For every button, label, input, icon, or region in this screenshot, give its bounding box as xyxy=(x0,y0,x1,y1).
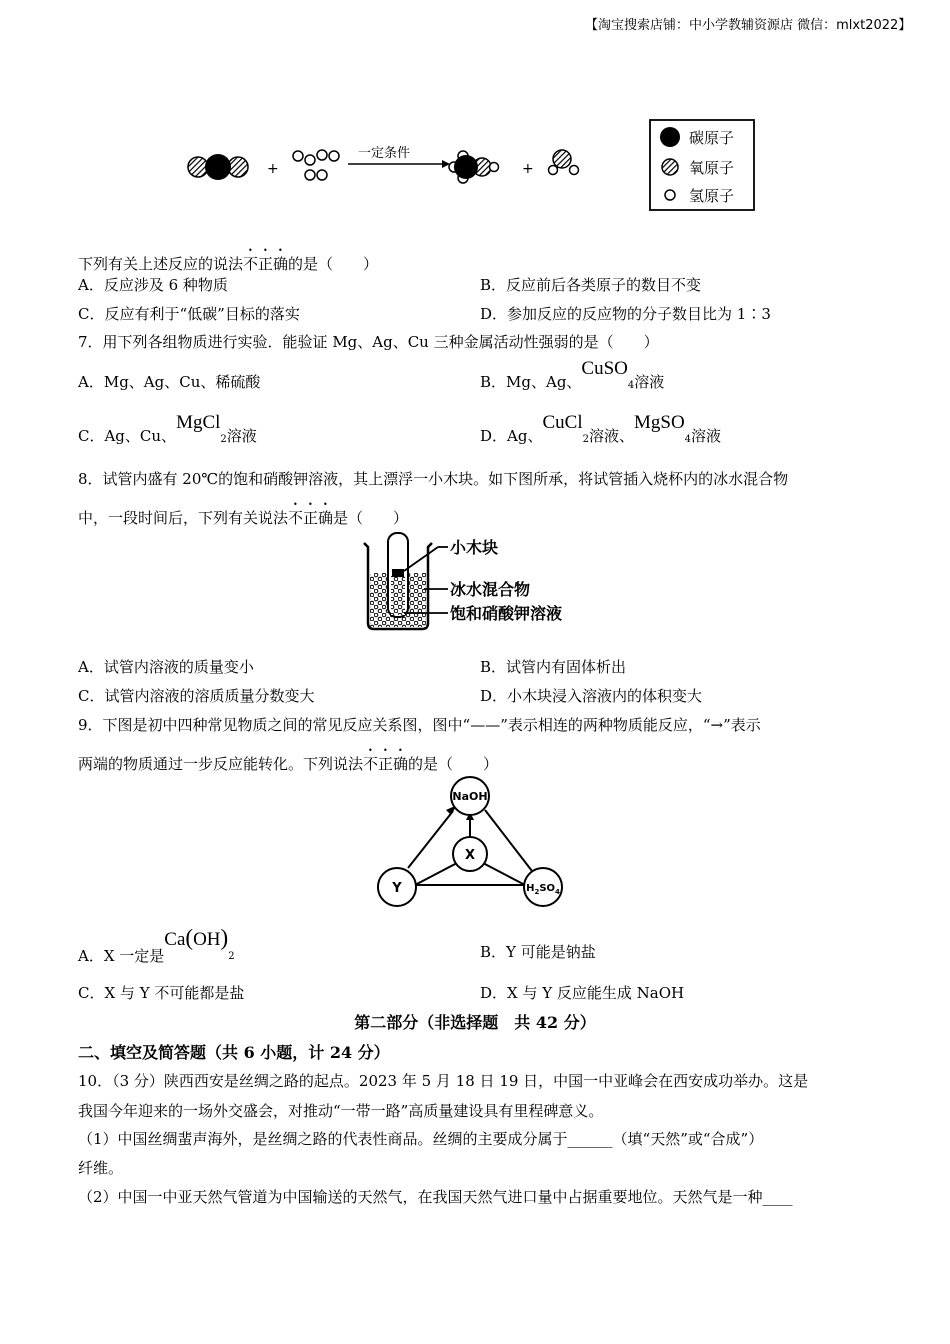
reaction-condition: 一定条件 xyxy=(358,146,411,161)
q9-option-a[interactable]: A．X 一定是$Ca(OH)_2$ xyxy=(78,925,235,965)
q8-stem-line1: 8．试管内盛有 20℃的饱和硝酸钾溶液，其上漂浮一小木块。如下图所承，将试管插入烧杯内的冰水混合物 xyxy=(78,470,789,488)
node-h2so4: $H_2SO_4$ xyxy=(526,883,560,896)
q8-option-b[interactable]: B．试管内有固体析出 xyxy=(480,658,627,676)
q6-stem: 下列有关上述反应的说法不正确的是（ ） xyxy=(78,255,379,273)
node-y: Y xyxy=(392,881,402,896)
label-solution: 饱和硝酸钾溶液 xyxy=(450,604,563,623)
q8-option-a[interactable]: A．试管内溶液的质量变小 xyxy=(78,658,254,676)
q8-option-c[interactable]: C．试管内溶液的溶质质量分数变大 xyxy=(78,687,315,705)
q6-option-b[interactable]: B．反应前后各类原子的数目不变 xyxy=(480,276,702,294)
q9-stem-line1: 9．下图是初中四种常见物质之间的常见反应关系图，图中“——”表示相连的两种物质能反应，“→”表示 xyxy=(78,716,761,734)
q6-option-c[interactable]: C．反应有利于“低碳”目标的落实 xyxy=(78,305,300,323)
legend-hydrogen: 氢原子 xyxy=(689,187,735,205)
q6-option-a[interactable]: A．反应涉及 6 种物质 xyxy=(78,276,228,294)
q10-line1: 10．（3 分）陕西西安是丝绸之路的起点。2023 年 5 月 18 日 19 日，中国一中亚峰会在西安成功举办。这是 xyxy=(78,1072,809,1090)
q10-sub1-line1: （1）中国丝绸蜚声海外，是丝绸之路的代表性商品。丝绸的主要成分属于______（填“天然”或“合成”） xyxy=(78,1130,764,1148)
q10-sub2-line1: （2）中国一中亚天然气管道为中国输送的天然气，在我国天然气进口量中占据重要地位。天然气是一种____ xyxy=(78,1188,793,1206)
q9-option-c[interactable]: C．X 与 Y 不可能都是盐 xyxy=(78,984,245,1002)
q9-option-d[interactable]: D．X 与 Y 反应能生成 NaOH xyxy=(480,984,685,1002)
relation-diagram xyxy=(375,775,575,915)
label-ice: 冰水混合物 xyxy=(450,580,531,599)
q9-option-b[interactable]: B．Y 可能是钠盐 xyxy=(480,943,596,961)
header-watermark: 【淘宝搜索店铺：中小学教辅资源店 微信：mlxt2022】 xyxy=(585,18,912,33)
legend-carbon: 碳原子 xyxy=(689,129,735,147)
plus-sign-2: + xyxy=(522,161,534,177)
methanol-molecule xyxy=(449,151,499,183)
node-naoh: NaOH xyxy=(452,790,488,803)
part2-title: 第二部分（非选择题 共 42 分） xyxy=(354,1013,596,1032)
q9-stem-line2: 两端的物质通过一步反应能转化。下列说法不正确的是（ ） xyxy=(78,755,499,773)
plus-sign-1: + xyxy=(267,161,279,177)
q7-stem: 7．用下列各组物质进行实验．能验证 Mg、Ag、Cu 三种金属活动性强弱的是（ ） xyxy=(78,333,659,351)
q6-option-d[interactable]: D．参加反应的反应物的分子数目比为 1∶3 xyxy=(480,305,771,323)
q7-option-b[interactable]: B．Mg、Ag、CuSO$_4$溶液 xyxy=(480,358,665,391)
q7-option-c[interactable]: C．Ag、Cu、MgCl$_2$溶液 xyxy=(78,412,257,445)
q8-stem-line2: 中，一段时间后，下列有关说法不正确是（ ） xyxy=(78,509,409,527)
legend-oxygen: 氧原子 xyxy=(689,159,735,177)
q10-sub1-line2: 纤维。 xyxy=(78,1159,124,1177)
q7-option-d[interactable]: D．Ag、CuCl$_2$溶液、MgSO$_4$溶液 xyxy=(480,412,722,445)
q8-option-d[interactable]: D．小木块浸入溶液内的体积变大 xyxy=(480,687,703,705)
q7-option-a[interactable]: A．Mg、Ag、Cu、稀硫酸 xyxy=(78,373,261,391)
node-x: X xyxy=(464,848,476,863)
reaction-diagram xyxy=(180,112,780,222)
section-title: 二、填空及简答题（共 6 小题，计 24 分） xyxy=(78,1043,390,1062)
co2-molecule xyxy=(188,154,248,180)
label-block: 小木块 xyxy=(450,538,499,557)
q10-line2: 我国今年迎来的一场外交盛会，对推动“一带一路”高质量建设具有里程碑意义。 xyxy=(78,1102,604,1120)
hydrogen-molecules xyxy=(293,150,339,180)
beaker-diagram xyxy=(358,525,608,635)
water-molecule xyxy=(549,150,579,175)
